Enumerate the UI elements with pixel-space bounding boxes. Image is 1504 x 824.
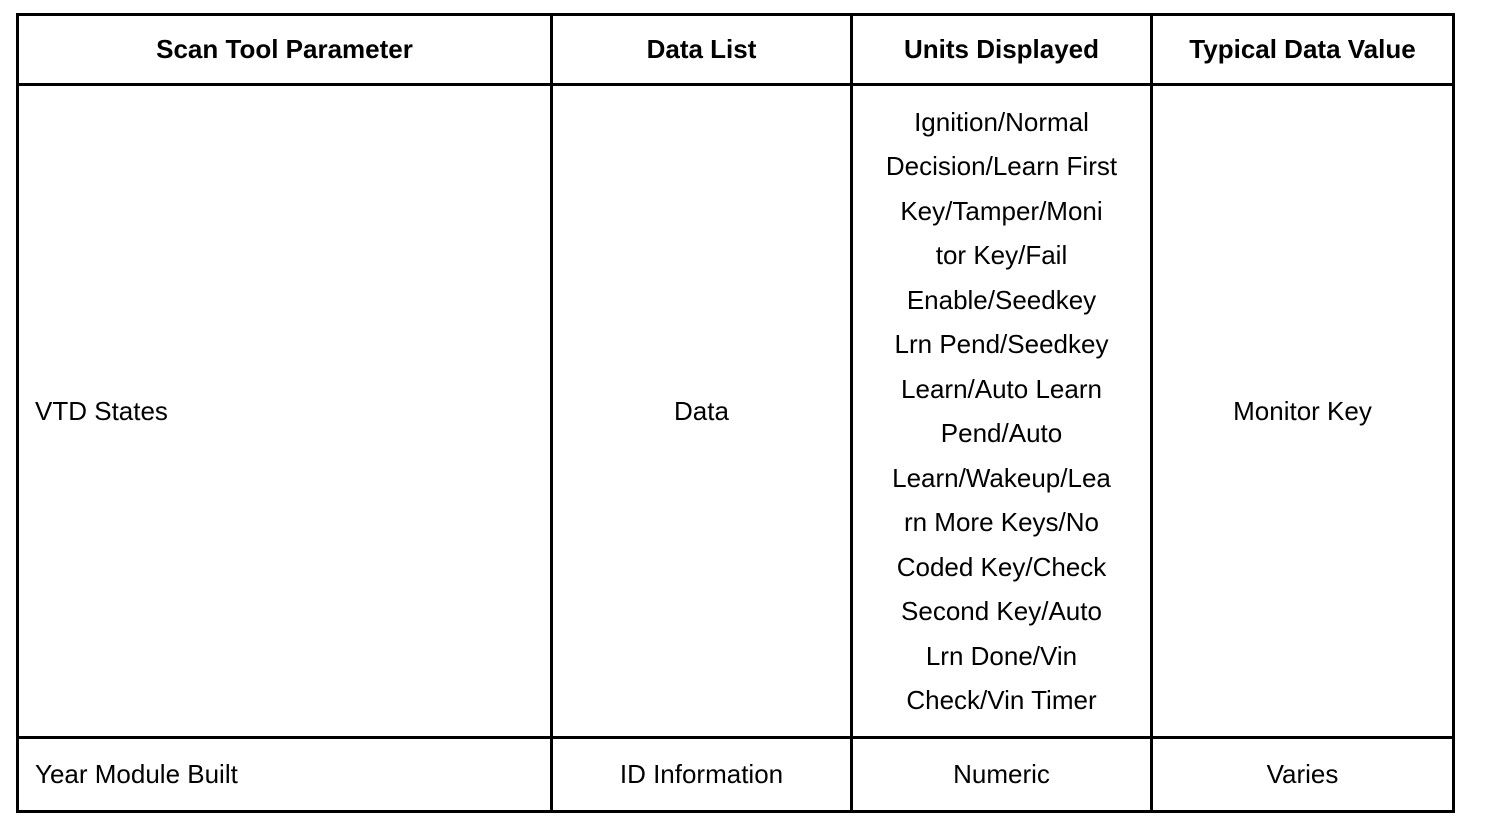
header-units-displayed: Units Displayed [852, 15, 1152, 85]
table-header-row [18, 15, 1454, 85]
typical-value-cell: Monitor Key [1152, 85, 1454, 738]
units-line: Lrn Pend/Seedkey [894, 329, 1109, 359]
header-typical-data-value: Typical Data Value [1152, 15, 1454, 85]
units-line: Enable/Seedkey [906, 284, 1097, 315]
units-line: Key/Tamper/Moni [900, 195, 1103, 226]
units-line: Decision/Learn First [885, 151, 1118, 181]
header-scan-tool-parameter: Scan Tool Parameter [18, 15, 552, 85]
units-line: tor Key/Fail [935, 240, 1068, 270]
units-line: Check/Vin Timer [906, 685, 1097, 715]
units-line: Second Key/Auto [901, 596, 1102, 626]
units-line: Ignition/Normal [914, 106, 1089, 137]
units-line: Pend/Auto [940, 418, 1063, 448]
table-row [18, 85, 1454, 738]
table-row [18, 738, 1454, 812]
units-line: Coded Key/Check [896, 551, 1107, 582]
units-cell: Numeric [852, 738, 1152, 812]
units-line: Learn/Wakeup/Lea [892, 462, 1111, 493]
units-line: rn More Keys/No [903, 507, 1100, 537]
units-line: Learn/Auto Learn [901, 373, 1102, 404]
units-cell [852, 85, 1152, 738]
data-list-cell: ID Information [552, 738, 852, 812]
typical-value-cell: Varies [1152, 738, 1454, 812]
units-line: Lrn Done/Vin [925, 640, 1078, 671]
data-list-cell: Data [552, 85, 852, 738]
parameter-cell: VTD States [18, 85, 552, 738]
header-data-list: Data List [552, 15, 852, 85]
parameter-cell: Year Module Built [18, 738, 552, 812]
scan-tool-data-table [16, 13, 1455, 813]
